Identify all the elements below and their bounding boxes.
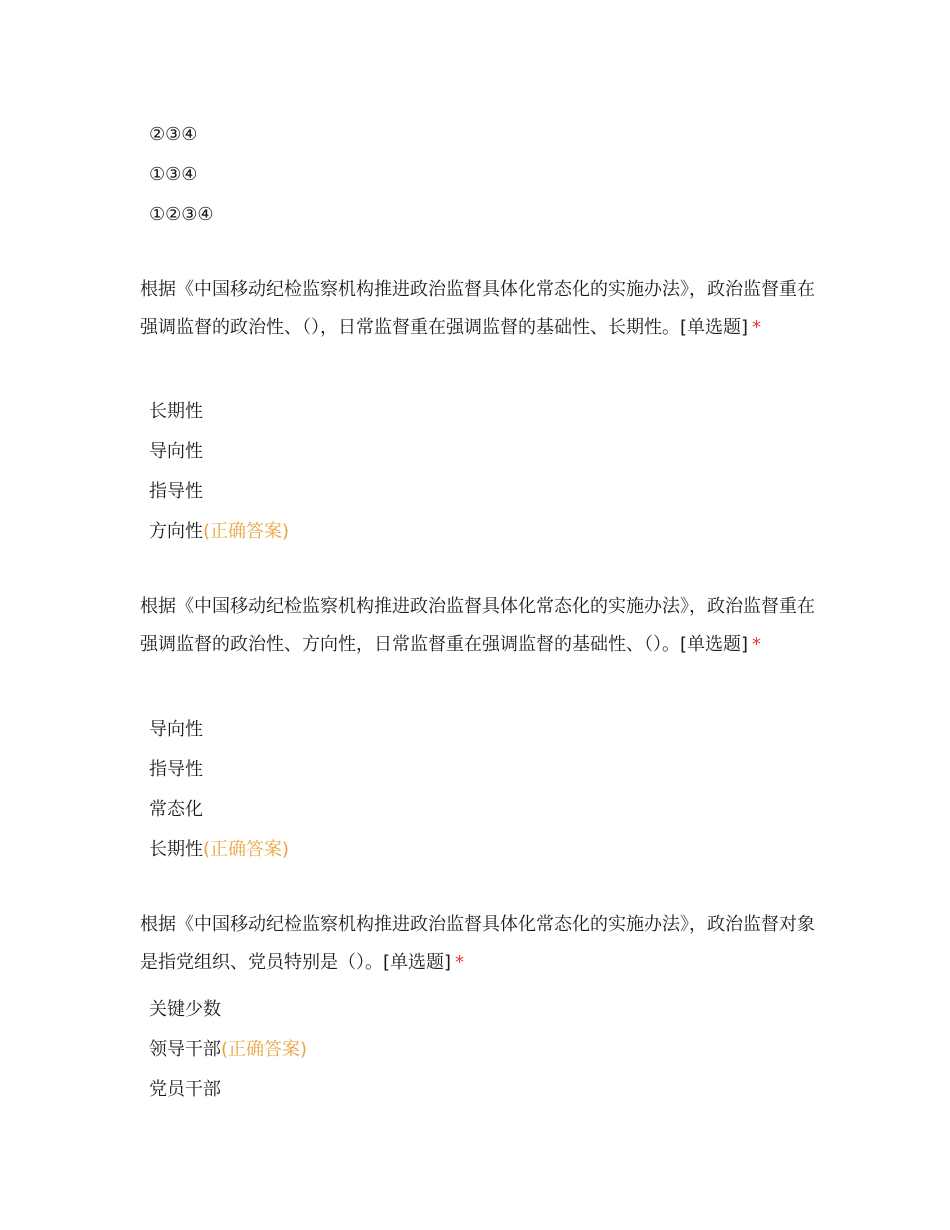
- option-label: 关键少数: [149, 999, 221, 1020]
- option-item: [149, 830, 289, 870]
- option-label: ②③④: [149, 124, 198, 145]
- correct-answer-tag: (正确答案): [221, 1039, 308, 1060]
- option-item: [149, 155, 214, 195]
- option-label: 常态化: [149, 799, 203, 820]
- option-item: [149, 750, 289, 790]
- option-label: 导向性: [149, 719, 203, 740]
- question-text: [140, 271, 820, 347]
- option-label: 方向性: [149, 521, 203, 542]
- option-label: ①③④: [149, 164, 198, 185]
- required-mark: *: [752, 634, 762, 655]
- previous-question-options: [149, 115, 214, 235]
- option-item: [149, 1070, 307, 1110]
- correct-answer-tag: (正确答案): [203, 839, 290, 860]
- option-label: 领导干部: [149, 1039, 221, 1060]
- question-stem: 根据《中国移动纪检监察机构推进政治监督具体化常态化的实施办法》，政治监督重在强调监督的政治性、方向性，日常监督重在强调监督的基础性、（）。[单选题]: [140, 596, 815, 655]
- option-item: [149, 710, 289, 750]
- option-item: [149, 195, 214, 235]
- option-item: [149, 790, 289, 830]
- required-mark: *: [752, 317, 762, 338]
- question-options: [149, 392, 289, 552]
- correct-answer-tag: (正确答案): [203, 521, 290, 542]
- option-label: 指导性: [149, 481, 203, 502]
- option-label: 长期性: [149, 401, 203, 422]
- question-options: [149, 710, 289, 870]
- required-mark: *: [455, 952, 465, 973]
- question-text: [140, 906, 820, 982]
- option-label: ①②③④: [149, 204, 214, 225]
- question-text: [140, 588, 820, 664]
- option-label: 指导性: [149, 759, 203, 780]
- option-item: [149, 512, 289, 552]
- option-item: [149, 472, 289, 512]
- question-stem: 根据《中国移动纪检监察机构推进政治监督具体化常态化的实施办法》，政治监督重在强调监督的政治性、（），日常监督重在强调监督的基础性、长期性。[单选题]: [140, 279, 815, 338]
- option-label: 导向性: [149, 441, 203, 462]
- option-item: [149, 115, 214, 155]
- option-label: 党员干部: [149, 1079, 221, 1100]
- option-item: [149, 432, 289, 472]
- question-options: [149, 990, 307, 1110]
- option-item: [149, 1030, 307, 1070]
- option-label: 长期性: [149, 839, 203, 860]
- question-stem: 根据《中国移动纪检监察机构推进政治监督具体化常态化的实施办法》，政治监督对象是指党组织、党员特别是（）。[单选题]: [140, 914, 815, 973]
- option-item: [149, 392, 289, 432]
- option-item: [149, 990, 307, 1030]
